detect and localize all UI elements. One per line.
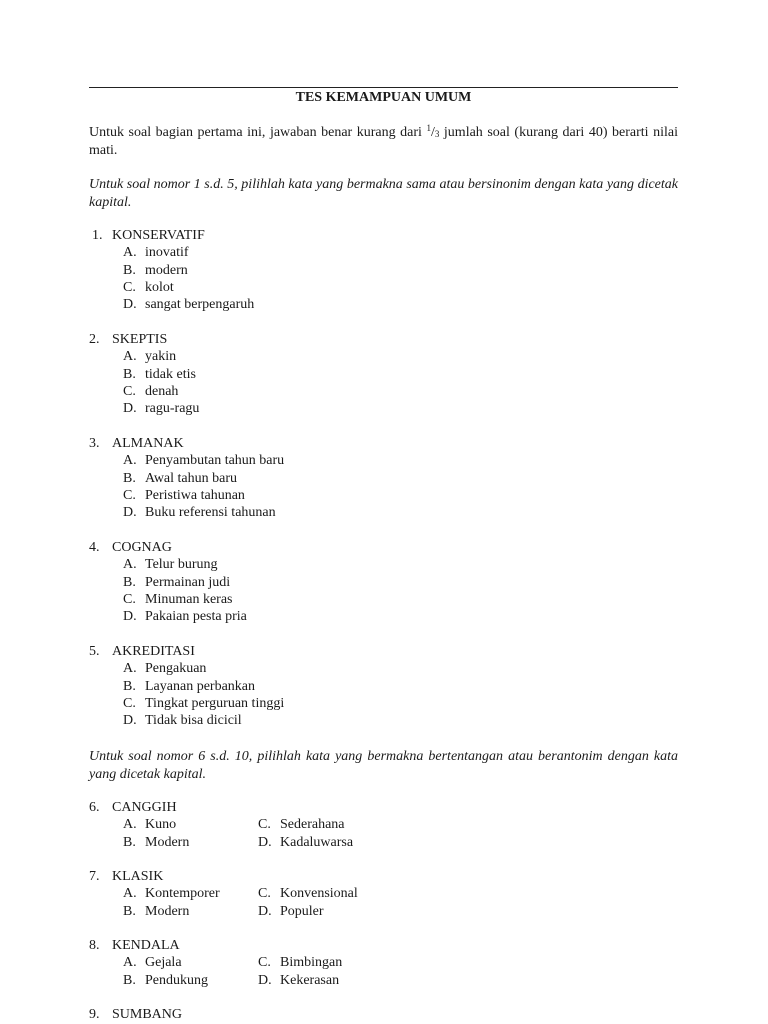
top-rule [89,87,678,88]
question-word: COGNAG [112,540,172,555]
question-6 [89,799,678,851]
option-c[interactable]: C. Konvensional [258,886,358,902]
question-word: KLASIK [112,869,164,884]
question-9 [89,1006,678,1023]
question-number: 7. [89,869,100,884]
question-word: AKREDITASI [112,644,195,659]
option-d[interactable]: D. Buku referensi tahunan [123,505,276,521]
option-c[interactable]: C. denah [123,383,179,399]
option-d[interactable]: D. Pakaian pesta pria [123,609,247,625]
instruction-antonym: Untuk soal nomor 6 s.d. 10, pilihlah kata yang bermakna bertentangan atau berantonim dengan kata yang dicetak kapital. [89,749,678,782]
option-b[interactable]: B. Pendukung [123,972,208,988]
question-8 [89,937,678,989]
intro-text-before: Untuk soal bagian pertama ini, jawaban benar kurang dari [89,125,427,140]
question-number: 9. [89,1007,100,1022]
question-word: ALMANAK [112,436,184,451]
fraction-numerator: 1 [426,123,431,133]
option-b[interactable]: B. Permainan judi [123,574,231,590]
question-word: SUMBANG [112,1007,183,1022]
option-a[interactable]: A. Kontemporer [123,886,220,902]
question-number: 8. [89,938,100,953]
fraction-denominator: 3 [434,129,440,139]
option-b[interactable]: B. Modern [123,903,190,919]
option-a[interactable]: A. yakin [123,349,177,365]
option-d[interactable]: D. Kekerasan [258,972,340,988]
question-word: CANGGIH [112,800,177,815]
option-a[interactable]: A. Telur burung [123,557,218,573]
question-2 [89,331,678,417]
option-c[interactable]: C. kolot [123,279,174,295]
option-d[interactable]: D. Populer [258,903,324,919]
page-title: TES KEMAMPUAN UMUM [295,90,472,105]
option-d[interactable]: D. Tidak bisa dicicil [123,713,242,729]
question-number: 6. [89,800,100,815]
option-b[interactable]: B. modern [123,262,188,278]
question-5 [89,643,678,729]
option-c[interactable]: C. Minuman keras [123,591,233,607]
intro-paragraph [89,124,678,159]
option-d[interactable]: D. ragu-ragu [123,401,200,417]
option-d[interactable]: D. Kadaluwarsa [258,834,354,850]
option-c[interactable]: C. Peristiwa tahunan [123,487,245,503]
intro-text-after: jumlah soal (kurang dari 40) berarti nilai mati. [89,125,678,158]
option-d[interactable]: D. sangat berpengaruh [123,297,255,313]
option-a[interactable]: A. Gejala [123,955,182,971]
question-number: 3. [89,436,100,451]
option-c[interactable]: C. Tingkat perguruan tinggi [123,695,285,711]
option-c[interactable]: C. Bimbingan [258,955,343,971]
question-word: KENDALA [112,938,180,953]
question-number: 1. [92,228,103,243]
option-c[interactable]: C. Sederahana [258,817,345,833]
fraction-slash: / [430,125,435,140]
option-a[interactable]: A. Pengakuan [123,661,207,677]
option-a[interactable]: A. Penyambutan tahun baru [123,453,285,469]
question-word: KONSERVATIF [112,228,205,243]
question-7 [89,868,678,920]
fraction [426,125,439,140]
option-a[interactable]: A. Kuno [123,817,177,833]
question-number: 4. [89,540,100,555]
option-b[interactable]: B. Awal tahun baru [123,470,238,486]
option-a[interactable]: A. inovatif [123,245,189,261]
question-number: 2. [89,332,100,347]
question-3 [89,435,678,521]
instruction-synonym: Untuk soal nomor 1 s.d. 5, pilihlah kata yang bermakna sama atau bersinonim dengan kata yang dicetak kapital. [89,177,678,210]
option-b[interactable]: B. Modern [123,834,190,850]
option-b[interactable]: B. Layanan perbankan [123,678,255,694]
question-word: SKEPTIS [112,332,168,347]
option-b[interactable]: B. tidak etis [123,366,196,382]
question-number: 5. [89,644,100,659]
question-4 [89,539,678,625]
question-1 [89,227,678,313]
